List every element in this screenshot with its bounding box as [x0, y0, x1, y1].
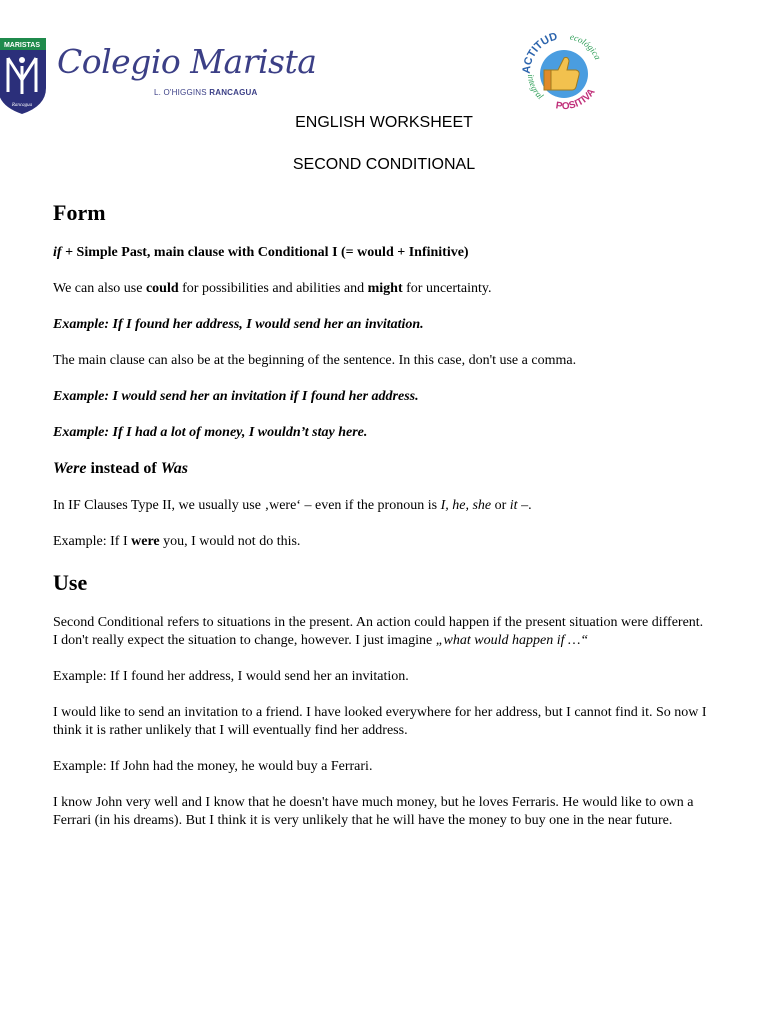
school-logo	[0, 34, 317, 118]
school-name: Colegio Marista	[57, 42, 317, 81]
use-heading: Use	[53, 570, 88, 595]
worksheet-title: ENGLISH WORKSHEET	[295, 114, 473, 131]
use-example-2: Example: If John had the money, he would buy a Ferrari.	[53, 759, 373, 774]
form-formula: if + Simple Past, main clause with Conditional I (= would + Infinitive)	[53, 245, 469, 260]
use-paragraph-1: Second Conditional refers to situations in the present. An action could happen if the present situation were different. I don't really expect the situation to change, however. I just imagine „what would happen if …“	[53, 615, 704, 648]
form-example-3: Example: If I had a lot of money, I wouldn’t stay here.	[53, 425, 368, 440]
use-paragraph-3: I know John very well and I know that he doesn't have much money, but he loves Ferraris. He would like to own a Ferrari (in his dreams). But I think it is very unlikely that he will have the money to buy one in the near future.	[53, 795, 694, 828]
were-example: Example: If I were you, I would not do this.	[53, 534, 301, 549]
svg-text:integral: integral	[525, 73, 546, 102]
school-crest-icon	[0, 36, 48, 116]
svg-text:Rancagua: Rancagua	[11, 103, 33, 108]
use-paragraph-2: I would like to send an invitation to a friend. I have looked everywhere for her address, but I cannot find it. So now I think it is rather unlikely that I will eventually find her address.	[53, 705, 707, 738]
svg-text:POSITIVA: POSITIVA	[554, 86, 598, 113]
svg-text:ecológica: ecológica	[569, 31, 603, 62]
form-main-clause-note: The main clause can also be at the beginning of the sentence. In this case, don't use a comma.	[53, 353, 577, 368]
form-example-1: Example: If I found her address, I would send her an invitation.	[53, 317, 424, 332]
form-also-note: We can also use could for possibilities and abilities and might for uncertainty.	[53, 281, 492, 296]
form-heading: Form	[53, 200, 106, 225]
thumbs-up-icon	[520, 30, 610, 116]
eco-badge-logo	[520, 30, 610, 116]
svg-text:ACTITUD: ACTITUD	[520, 30, 559, 75]
topic-title: SECOND CONDITIONAL	[292, 156, 476, 173]
form-example-2: Example: I would send her an invitation if I found her address.	[53, 389, 419, 404]
use-example-1: Example: If I found her address, I would send her an invitation.	[53, 669, 409, 684]
svg-text:MARISTAS: MARISTAS	[3, 42, 41, 49]
were-rule: In IF Clauses Type II, we usually use ‚were‘ – even if the pronoun is I, he, she or it –.	[53, 498, 532, 513]
school-subtitle: L. O'HIGGINS RANCAGUA	[154, 88, 258, 97]
were-heading: Were instead of Was	[53, 460, 188, 477]
